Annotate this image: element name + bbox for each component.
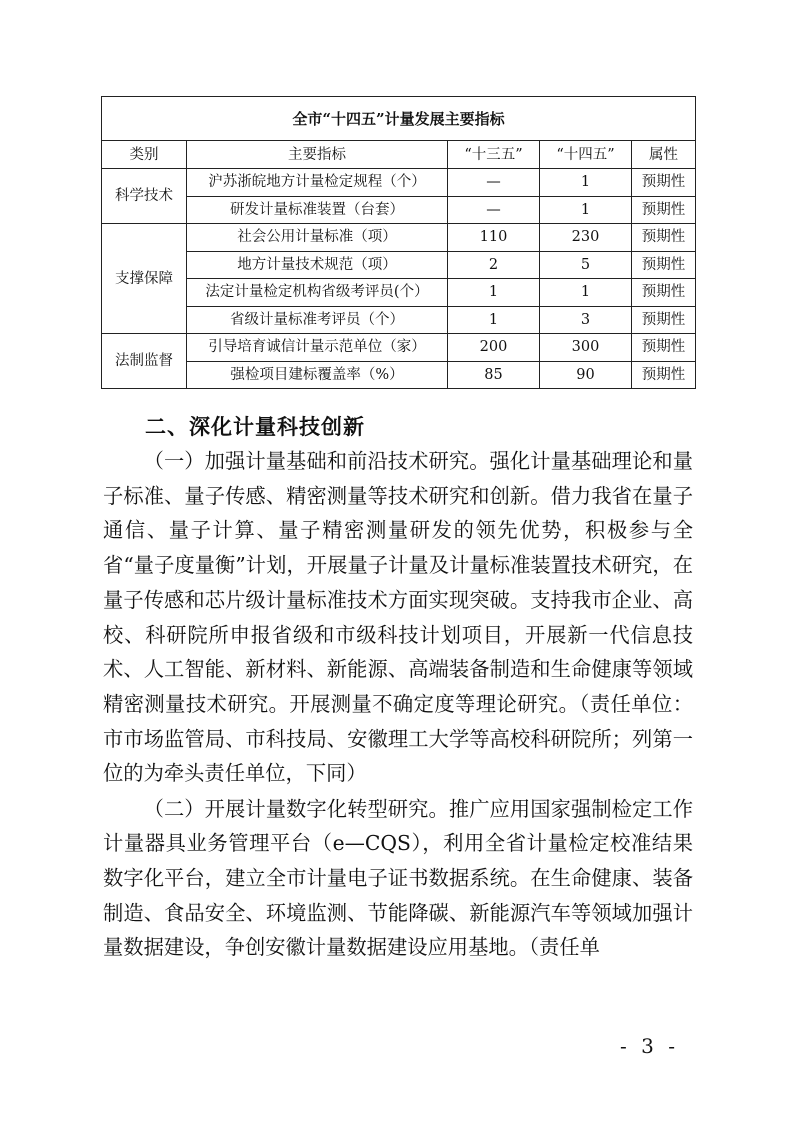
plan14-cell: 1 xyxy=(540,169,632,197)
table-row xyxy=(102,361,696,389)
category-cell: 支撑保障 xyxy=(102,224,187,334)
plan14-cell: 300 xyxy=(540,334,632,362)
table-row xyxy=(102,169,696,197)
body-text xyxy=(103,444,693,965)
indicator-cell: 地方计量技术规范（项） xyxy=(187,251,448,279)
plan14-cell: 1 xyxy=(540,196,632,224)
plan13-cell: 110 xyxy=(448,224,540,252)
section-heading: 二、深化计量科技创新 xyxy=(145,415,365,439)
category-cell: 科学技术 xyxy=(102,169,187,224)
attribute-cell: 预期性 xyxy=(632,251,696,279)
plan14-cell: 1 xyxy=(540,279,632,307)
category-cell: 法制监督 xyxy=(102,334,187,389)
plan13-cell: 1 xyxy=(448,306,540,334)
attribute-cell: 预期性 xyxy=(632,306,696,334)
header-14th-plan: “十四五” xyxy=(540,141,632,169)
paragraph: （一）加强计量基础和前沿技术研究。强化计量基础理论和量子标准、量子传感、精密测量等技术研究和创新。借力我省在量子通信、量子计算、量子精密测量研发的领先优势，积极参与全省“量子度量衡”计划，开展量子计量及计量标准装置技术研究，在量子传感和芯片级计量标准技术方面实现突破。支持我市企业、高校、科研院所申报省级和市级科技计划项目，开展新一代信息技术、人工智能、新材料、新能源、高端装备制造和生命健康等领域精密测量技术研究。开展测量不确定度等理论研究。（责任单位：市市场监管局、市科技局、安徽理工大学等高校科研院所；列第一位的为牵头责任单位，下同） xyxy=(103,449,693,786)
indicator-cell: 省级计量标准考评员（个） xyxy=(187,306,448,334)
table-row xyxy=(102,196,696,224)
attribute-cell: 预期性 xyxy=(632,334,696,362)
plan14-cell: 230 xyxy=(540,224,632,252)
paragraph: （二）开展计量数字化转型研究。推广应用国家强制检定工作计量器具业务管理平台（e—CQS），利用全省计量检定校准结果数字化平台，建立全市计量电子证书数据系统。在生命健康、装备制造、食品安全、环境监测、节能降碳、新能源汽车等领域加强计量数据建设，争创安徽计量数据建设应用基地。（责任单 xyxy=(103,796,693,960)
header-category: 类别 xyxy=(102,141,187,169)
header-13th-plan: “十三五” xyxy=(448,141,540,169)
attribute-cell: 预期性 xyxy=(632,279,696,307)
table-row xyxy=(102,306,696,334)
indicator-cell: 研发计量标准装置（台套） xyxy=(187,196,448,224)
attribute-cell: 预期性 xyxy=(632,169,696,197)
indicator-cell: 沪苏浙皖地方计量检定规程（个） xyxy=(187,169,448,197)
table-row xyxy=(102,334,696,362)
attribute-cell: 预期性 xyxy=(632,196,696,224)
indicator-cell: 引导培育诚信计量示范单位（家） xyxy=(187,334,448,362)
header-indicator: 主要指标 xyxy=(187,141,448,169)
page-number: - 3 - xyxy=(620,1034,679,1058)
plan13-cell: 200 xyxy=(448,334,540,362)
indicator-cell: 社会公用计量标准（项） xyxy=(187,224,448,252)
header-attribute: 属性 xyxy=(632,141,696,169)
attribute-cell: 预期性 xyxy=(632,224,696,252)
plan13-cell: 1 xyxy=(448,279,540,307)
plan13-cell: 2 xyxy=(448,251,540,279)
plan13-cell: 85 xyxy=(448,361,540,389)
plan13-cell: — xyxy=(448,196,540,224)
table-row xyxy=(102,224,696,252)
indicators-table xyxy=(101,96,696,389)
indicator-cell: 强检项目建标覆盖率（%） xyxy=(187,361,448,389)
table-row xyxy=(102,279,696,307)
plan14-cell: 5 xyxy=(540,251,632,279)
plan14-cell: 3 xyxy=(540,306,632,334)
indicator-cell: 法定计量检定机构省级考评员(个） xyxy=(187,279,448,307)
attribute-cell: 预期性 xyxy=(632,361,696,389)
plan13-cell: — xyxy=(448,169,540,197)
plan14-cell: 90 xyxy=(540,361,632,389)
table-row xyxy=(102,251,696,279)
table-title: 全市“十四五”计量发展主要指标 xyxy=(102,97,696,141)
